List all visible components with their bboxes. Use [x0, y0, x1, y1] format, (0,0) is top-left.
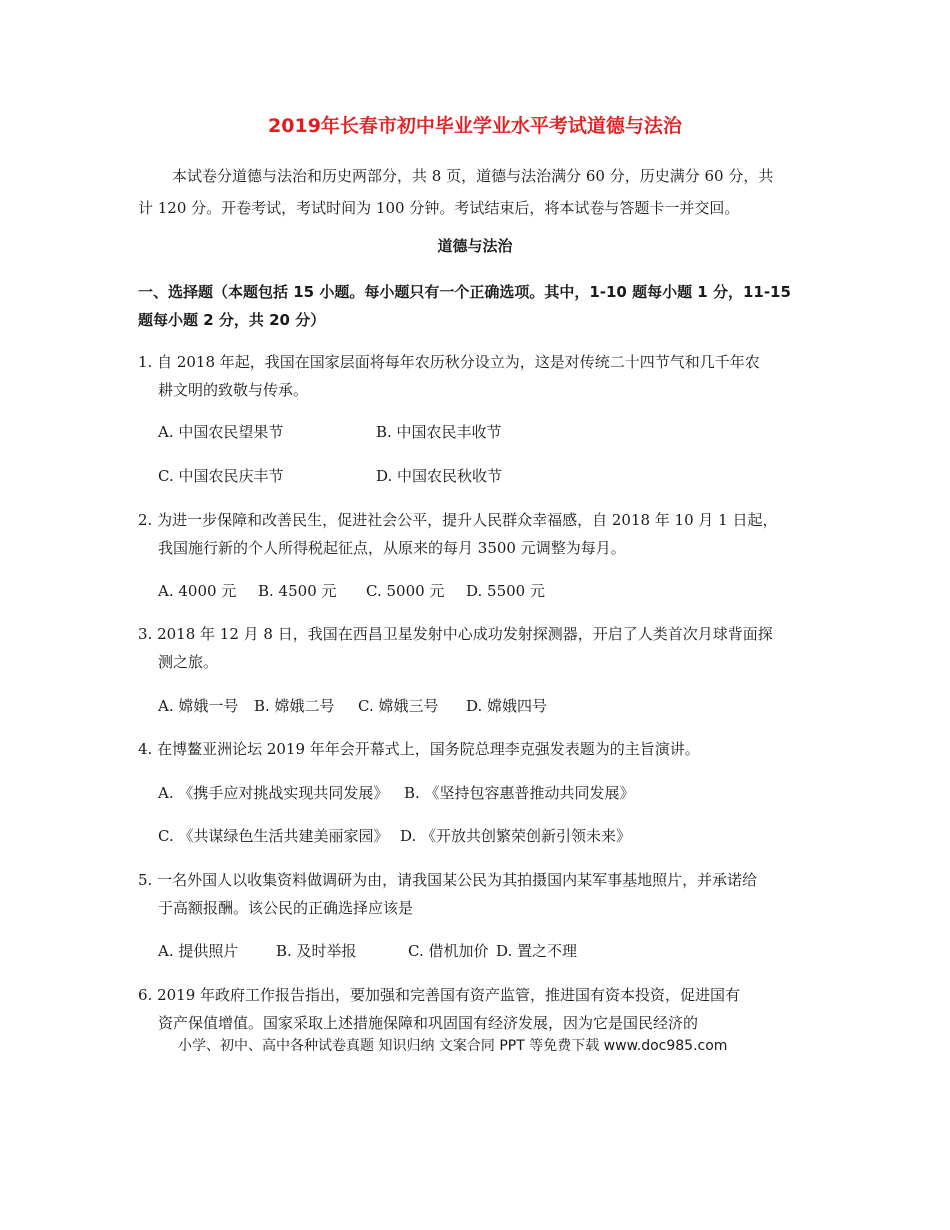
question-6-stem-line-1: 6. 2019 年政府工作报告指出，要加强和完善国有资产监管，推进国有资本投资，促进国有 — [138, 986, 741, 1004]
question-5-stem-line-2: 于高额报酬。该公民的正确选择应该是 — [158, 899, 414, 917]
question-3-stem-line-2: 测之旅。 — [158, 653, 219, 671]
question-5-option-a: A. 提供照片 — [158, 942, 239, 960]
question-6-stem-line-2: 资产保值增值。国家采取上述措施保障和巩固国有经济发展，因为它是国民经济的 — [158, 1014, 699, 1032]
question-3-stem-line-1: 3. 2018 年 12 月 8 日，我国在西昌卫星发射中心成功发射探测器，开启了人类首次月球背面探 — [138, 625, 773, 643]
question-5-option-b: B. 及时举报 — [276, 942, 357, 960]
question-3-option-c: C. 嫦娥三号 — [358, 697, 439, 715]
question-3-option-d: D. 嫦娥四号 — [466, 697, 548, 715]
footer-watermark: 小学、初中、高中各种试卷真题 知识归纳 文案合同 PPT 等免费下载 www.doc985.com — [178, 1038, 728, 1054]
intro-line-1: 本试卷分道德与法治和历史两部分，共 8 页，道德与法治满分 60 分，历史满分 60 分，共 — [172, 167, 774, 185]
intro-line-2: 计 120 分。开卷考试，考试时间为 100 分钟。考试结束后，将本试卷与答题卡一并交回。 — [138, 199, 740, 217]
document-title: 2019年长春市初中毕业学业水平考试道德与法治 — [268, 115, 682, 137]
section-title: 道德与法治 — [437, 237, 513, 255]
question-1-option-d: D. 中国农民秋收节 — [376, 467, 503, 485]
question-4-option-a: A. 《携手应对挑战实现共同发展》 — [158, 784, 389, 802]
question-2-option-c: C. 5000 元 — [366, 582, 445, 600]
question-2-option-b: B. 4500 元 — [258, 582, 337, 600]
question-1-stem-line-1: 1. 自 2018 年起，我国在国家层面将每年农历秋分设立为，这是对传统二十四节气和几千年农 — [138, 353, 760, 371]
question-4-option-c: C. 《共谋绿色生活共建美丽家园》 — [158, 827, 389, 845]
question-2-stem-line-1: 2. 为进一步保障和改善民生，促进社会公平，提升人民群众幸福感，自 2018 年 10 月 1 日起， — [138, 511, 778, 529]
question-5-option-c: C. 借机加价 — [408, 942, 489, 960]
question-4-option-d: D. 《开放共创繁荣创新引领未来》 — [400, 827, 632, 845]
question-4-option-b: B. 《坚持包容惠普推动共同发展》 — [404, 784, 635, 802]
question-3-option-b: B. 嫦娥二号 — [254, 697, 335, 715]
question-2-stem-line-2: 我国施行新的个人所得税起征点，从原来的每月 3500 元调整为每月。 — [158, 539, 626, 557]
question-1-option-a: A. 中国农民望果节 — [158, 423, 284, 441]
question-2-option-a: A. 4000 元 — [158, 582, 237, 600]
question-1-option-c: C. 中国农民庆丰节 — [158, 467, 284, 485]
question-5-option-d: D. 置之不理 — [496, 942, 578, 960]
part1-heading-line-2: 题每小题 2 分，共 20 分） — [138, 311, 326, 329]
part1-heading-line-1: 一、选择题（本题包括 15 小题。每小题只有一个正确选项。其中，1-10 题每小题 1 分，11-15 — [138, 283, 791, 301]
question-1-stem-line-2: 耕文明的致敬与传承。 — [158, 381, 309, 399]
question-3-option-a: A. 嫦娥一号 — [158, 697, 239, 715]
question-1-option-b: B. 中国农民丰收节 — [376, 423, 502, 441]
question-4-stem: 4. 在博鳌亚洲论坛 2019 年年会开幕式上，国务院总理李克强发表题为的主旨演讲。 — [138, 740, 700, 758]
question-2-option-d: D. 5500 元 — [466, 582, 545, 600]
question-5-stem-line-1: 5. 一名外国人以收集资料做调研为由，请我国某公民为其拍摄国内某军事基地照片，并承诺给 — [138, 871, 758, 889]
